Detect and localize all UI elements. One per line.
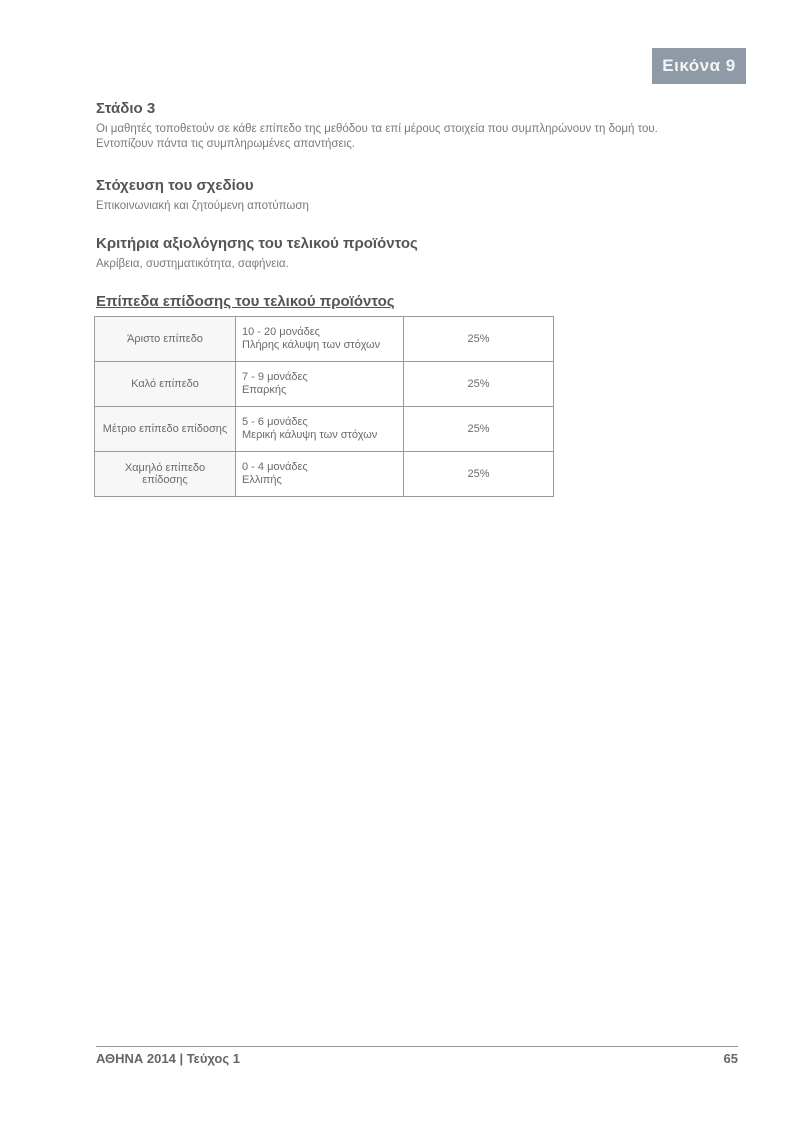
rubric-text: Επικοινωνιακή και ζητούμενη αποτύπωση bbox=[96, 200, 309, 212]
criteria-section bbox=[96, 235, 696, 272]
table-row bbox=[95, 407, 554, 452]
percentage-cell: 25% bbox=[404, 407, 554, 452]
description-line: 10 - 20 μονάδες bbox=[242, 326, 320, 338]
criteria-heading: Κριτήρια αξιολόγησης του τελικού προϊόντος bbox=[96, 235, 418, 252]
description-line: Επαρκής bbox=[242, 384, 287, 396]
description-line: 7 - 9 μονάδες bbox=[242, 371, 308, 383]
description-line: Μερική κάλυψη των στόχων bbox=[242, 429, 378, 441]
levels-heading: Επίπεδα επίδοσης του τελικού προϊόντος bbox=[96, 293, 395, 310]
rubric-heading: Στόχευση του σχεδίου bbox=[96, 177, 254, 194]
description-line: 0 - 4 μονάδες bbox=[242, 461, 308, 473]
table-row bbox=[95, 317, 554, 362]
table-row bbox=[95, 452, 554, 497]
page-number: 65 bbox=[723, 1051, 738, 1066]
table-row bbox=[95, 362, 554, 407]
level-cell: Καλό επίπεδο bbox=[95, 362, 236, 407]
description-cell bbox=[236, 407, 404, 452]
level-cell: Μέτριο επίπεδο επίδοσης bbox=[95, 407, 236, 452]
figure-badge: Εικόνα 9 bbox=[652, 48, 746, 84]
stage-text-line2: Εντοπίζουν πάντα τις συμπληρωμένες απαντήσεις. bbox=[96, 138, 355, 150]
levels-section bbox=[96, 293, 696, 311]
percentage-cell: 25% bbox=[404, 317, 554, 362]
description-line: Ελλιπής bbox=[242, 474, 282, 486]
levels-table bbox=[94, 316, 554, 497]
stage-text bbox=[96, 122, 696, 152]
level-cell: Χαμηλό επίπεδο επίδοσης bbox=[95, 452, 236, 497]
criteria-text: Ακρίβεια, συστηματικότητα, σαφήνεια. bbox=[96, 258, 289, 270]
stage-heading: Στάδιο 3 bbox=[96, 100, 156, 117]
percentage-cell: 25% bbox=[404, 452, 554, 497]
page-footer bbox=[96, 1046, 738, 1066]
footer-publication: ΑΘΗΝΑ 2014 | Τεύχος 1 bbox=[96, 1051, 240, 1066]
description-cell bbox=[236, 452, 404, 497]
rubric-section bbox=[96, 177, 696, 214]
stage-section bbox=[96, 100, 696, 152]
level-cell: Άριστο επίπεδο bbox=[95, 317, 236, 362]
description-line: Πλήρης κάλυψη των στόχων bbox=[242, 339, 381, 351]
stage-text-line1: Οι μαθητές τοποθετούν σε κάθε επίπεδο της μεθόδου τα επί μέρους στοιχεία που συμπληρώνουν τη δομή του. bbox=[96, 123, 658, 135]
description-line: 5 - 6 μονάδες bbox=[242, 416, 308, 428]
percentage-cell: 25% bbox=[404, 362, 554, 407]
description-cell bbox=[236, 362, 404, 407]
description-cell bbox=[236, 317, 404, 362]
